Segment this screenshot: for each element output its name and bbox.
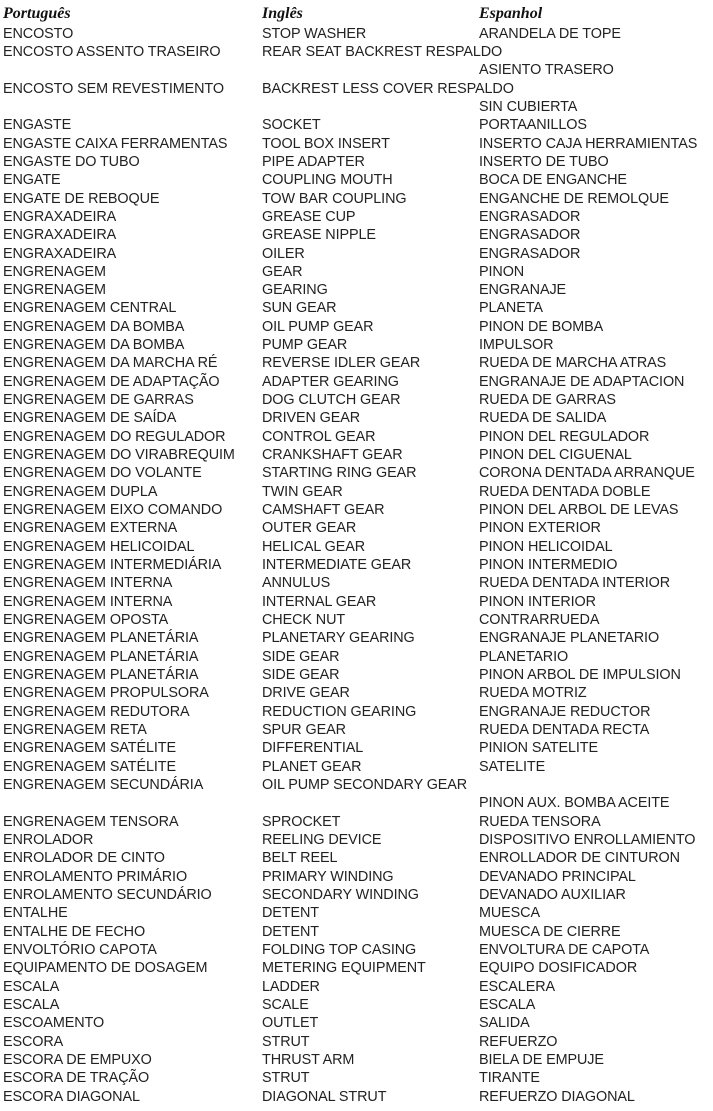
term-english: DETENT (262, 923, 319, 940)
term-portuguese: ENGRENAGEM DA BOMBA (3, 318, 185, 335)
term-english: OIL PUMP GEAR (262, 318, 374, 335)
term-spanish: ENROLLADOR DE CINTURON (479, 850, 680, 867)
term-portuguese: ENGRENAGEM CENTRAL (3, 300, 177, 317)
term-spanish: ENGRANAJE REDUCTOR (479, 703, 651, 720)
term-portuguese: ENGRENAGEM INTERNA (3, 575, 173, 592)
term-spanish: RUEDA TENSORA (479, 813, 601, 830)
term-english: SUN GEAR (262, 300, 337, 317)
term-english: PLANET GEAR (262, 758, 362, 775)
term-english: FOLDING TOP CASING (262, 942, 417, 958)
term-portuguese: ESCORA DE TRAÇÃO (3, 1070, 150, 1087)
term-spanish: RUEDA DE GARRAS (479, 392, 616, 409)
term-spanish: ENGRASADOR (479, 227, 581, 244)
term-spanish: RUEDA DENTADA RECTA (479, 722, 650, 738)
term-portuguese: ENGRENAGEM HELICOIDAL (3, 538, 195, 555)
term-english: CONTROL GEAR (262, 428, 376, 445)
term-english: DRIVE GEAR (262, 685, 350, 702)
term-english: PLANETARY GEARING (262, 630, 415, 647)
term-spanish: PINON EXTERIOR (479, 520, 601, 537)
term-english: CRANKSHAFT GEAR (262, 447, 403, 464)
term-spanish: ESCALERA (479, 978, 555, 995)
term-english: ADAPTER GEARING (262, 373, 399, 390)
term-portuguese: ENGRAXADEIRA (3, 227, 117, 244)
term-portuguese: ENGRENAGEM DO REGULADOR (3, 428, 226, 445)
term-english: OUTER GEAR (262, 520, 357, 537)
term-english: STARTING RING GEAR (262, 465, 417, 482)
term-portuguese: ENGRENAGEM EXTERNA (3, 520, 178, 537)
term-spanish: RUEDA DE SALIDA (479, 410, 607, 427)
term-spanish: PORTAANILLOS (479, 117, 587, 134)
term-english: CHECK NUT (262, 612, 346, 629)
term-english: LADDER (262, 978, 320, 995)
term-spanish: SALIDA (479, 1015, 530, 1032)
term-portuguese: ENGRENAGEM SECUNDÁRIA (3, 777, 204, 793)
term-english: DIAGONAL STRUT (262, 1088, 387, 1105)
term-spanish: RUEDA MOTRIZ (479, 685, 587, 702)
term-spanish: BIELA DE EMPUJE (479, 1052, 604, 1068)
term-english: CAMSHAFT GEAR (262, 502, 385, 519)
term-spanish: PINON (479, 263, 525, 280)
term-english: REELING DEVICE (262, 832, 382, 848)
term-spanish: ENGRANAJE (479, 282, 567, 299)
term-english: DIFFERENTIAL (262, 740, 364, 757)
term-portuguese: ENGRENAGEM RETA (3, 722, 147, 738)
term-spanish: SATELITE (479, 758, 546, 775)
term-spanish: REFUERZO DIAGONAL (479, 1088, 635, 1105)
term-spanish: PINON INTERIOR (479, 593, 596, 610)
term-english: GEARING (262, 282, 328, 299)
term-spanish: PINON ARBOL DE IMPULSION (479, 667, 681, 683)
term-portuguese: ENGRENAGEM INTERNA (3, 593, 173, 610)
term-spanish: ENGRANAJE PLANETARIO (479, 630, 660, 647)
term-spanish: DEVANADO PRINCIPAL (479, 868, 636, 885)
term-portuguese: ENGRENAGEM SATÉLITE (3, 740, 176, 757)
term-portuguese: ENCOSTO (3, 25, 74, 42)
term-english: BELT REEL (262, 850, 338, 867)
term-portuguese: EQUIPAMENTO DE DOSAGEM (3, 960, 208, 977)
term-spanish: IMPULSOR (479, 337, 554, 354)
term-portuguese: ENGRENAGEM DO VOLANTE (3, 465, 202, 482)
header-portuguese: Português (3, 5, 71, 22)
term-english: ANNULUS (262, 575, 331, 592)
term-portuguese: ENGASTE DO TUBO (3, 153, 140, 170)
term-portuguese: ENCOSTO ASSENTO TRASEIRO (3, 43, 221, 60)
term-spanish: DISPOSITIVO ENROLLAMIENTO (479, 832, 696, 848)
term-portuguese: ENGRENAGEM PLANETÁRIA (3, 630, 199, 647)
term-english: STRUT (262, 1033, 310, 1050)
term-portuguese: ENGRENAGEM PLANETÁRIA (3, 648, 199, 665)
term-portuguese: ESCALA (3, 978, 60, 995)
term-english: STOP WASHER (262, 25, 367, 42)
term-portuguese: ENGRENAGEM EIXO COMANDO (3, 502, 223, 519)
header-english: Inglês (262, 5, 303, 22)
term-portuguese: ENGRENAGEM OPOSTA (3, 612, 169, 629)
term-spanish: PINON DEL ARBOL DE LEVAS (479, 502, 679, 519)
term-portuguese: ENGRENAGEM (3, 263, 106, 280)
header-spanish: Espanhol (479, 5, 543, 22)
term-spanish: PINON DE BOMBA (479, 318, 604, 335)
term-portuguese: ENGRENAGEM DE GARRAS (3, 392, 194, 409)
term-spanish: ARANDELA DE TOPE (479, 25, 621, 42)
term-english: SIDE GEAR (262, 648, 340, 665)
term-portuguese: ENGRENAGEM INTERMEDIÁRIA (3, 557, 222, 574)
term-spanish: ENGANCHE DE REMOLQUE (479, 190, 669, 207)
term-portuguese: ENGRENAGEM SATÉLITE (3, 758, 176, 775)
term-portuguese: ENGRENAGEM DUPLA (3, 483, 158, 500)
term-spanish: EQUIPO DOSIFICADOR (479, 960, 638, 977)
term-portuguese: ENTALHE (3, 905, 68, 922)
term-english: METERING EQUIPMENT (262, 960, 426, 977)
term-spanish: ESCALA (479, 997, 536, 1013)
term-portuguese: ENGRENAGEM PLANETÁRIA (3, 667, 199, 683)
term-spanish: ENGRANAJE DE ADAPTACION (479, 373, 685, 390)
term-english: GREASE CUP (262, 208, 356, 225)
term-english: DETENT (262, 905, 319, 922)
term-portuguese: ENROLADOR DE CINTO (3, 850, 165, 867)
term-english: GEAR (262, 263, 303, 280)
term-portuguese: ENGATE (3, 172, 61, 189)
term-english: DOG CLUTCH GEAR (262, 392, 401, 409)
term-english: BACKREST LESS COVER RESPALDO (262, 80, 514, 97)
term-spanish: PINON DEL REGULADOR (479, 428, 650, 445)
term-english: HELICAL GEAR (262, 538, 366, 555)
term-spanish: MUESCA (479, 905, 540, 922)
term-portuguese: ENGRENAGEM (3, 282, 106, 299)
term-english: SOCKET (262, 117, 321, 134)
term-portuguese: ENGRENAGEM TENSORA (3, 813, 179, 830)
term-english: INTERNAL GEAR (262, 593, 377, 610)
term-portuguese: ENROLADOR (3, 832, 94, 848)
term-spanish: PINON HELICOIDAL (479, 538, 613, 555)
term-portuguese: ENGRENAGEM DE SAÍDA (3, 410, 177, 427)
term-english: PRIMARY WINDING (262, 868, 394, 885)
term-english: SCALE (262, 997, 309, 1013)
term-english: TOW BAR COUPLING (262, 190, 407, 207)
term-english: GREASE NIPPLE (262, 227, 376, 244)
term-portuguese: ENGATE DE REBOQUE (3, 190, 160, 207)
term-english: THRUST ARM (262, 1052, 355, 1068)
term-english: COUPLING MOUTH (262, 172, 393, 189)
term-portuguese: ENROLAMENTO PRIMÁRIO (3, 868, 188, 885)
term-spanish: PINON DEL CIGUENAL (479, 447, 632, 464)
term-english: DRIVEN GEAR (262, 410, 361, 427)
term-portuguese: ENGASTE (3, 117, 72, 134)
term-portuguese: ENGASTE CAIXA FERRAMENTAS (3, 135, 228, 152)
term-portuguese: ENGRENAGEM REDUTORA (3, 703, 190, 720)
term-english: SECONDARY WINDING (262, 887, 419, 903)
term-english: SPUR GEAR (262, 722, 346, 738)
term-portuguese: ENGRENAGEM PROPULSORA (3, 685, 209, 702)
term-spanish: PINION SATELITE (479, 740, 598, 757)
term-portuguese: ENGRENAGEM DA BOMBA (3, 337, 185, 354)
term-spanish: CORONA DENTADA ARRANQUE (479, 465, 695, 482)
term-portuguese: ENTALHE DE FECHO (3, 923, 146, 940)
term-spanish: ASIENTO TRASERO (479, 62, 614, 79)
term-portuguese: ESCORA (3, 1033, 64, 1050)
term-english: OIL PUMP SECONDARY GEAR (262, 777, 468, 793)
term-spanish: INSERTO DE TUBO (479, 153, 609, 170)
term-spanish: PINON AUX. BOMBA ACEITE (479, 795, 670, 812)
term-english: SIDE GEAR (262, 667, 340, 683)
term-spanish: PLANETA (479, 300, 543, 317)
term-english: TWIN GEAR (262, 483, 343, 500)
term-spanish: PINON INTERMEDIO (479, 557, 618, 574)
term-spanish: ENGRASADOR (479, 208, 581, 225)
term-portuguese: ENGRENAGEM DE ADAPTAÇÃO (3, 373, 220, 390)
term-portuguese: ENVOLTÓRIO CAPOTA (3, 942, 157, 958)
term-spanish: REFUERZO (479, 1033, 558, 1050)
term-english: TOOL BOX INSERT (262, 135, 390, 152)
term-portuguese: ENGRAXADEIRA (3, 208, 117, 225)
term-spanish: BOCA DE ENGANCHE (479, 172, 627, 189)
term-english: REAR SEAT BACKREST RESPALDO (262, 43, 503, 60)
term-english: REVERSE IDLER GEAR (262, 355, 421, 372)
term-english: PIPE ADAPTER (262, 153, 365, 170)
term-portuguese: ENCOSTO SEM REVESTIMENTO (3, 80, 224, 97)
term-english: PUMP GEAR (262, 337, 348, 354)
term-portuguese: ENROLAMENTO SECUNDÁRIO (3, 887, 212, 903)
term-english: INTERMEDIATE GEAR (262, 557, 412, 574)
term-spanish: RUEDA DENTADA DOBLE (479, 483, 651, 500)
term-spanish: SIN CUBIERTA (479, 98, 578, 115)
term-spanish: ENGRASADOR (479, 245, 581, 262)
term-spanish: RUEDA DE MARCHA ATRAS (479, 355, 667, 372)
term-spanish: DEVANADO AUXILIAR (479, 887, 626, 903)
term-english: STRUT (262, 1070, 310, 1087)
term-portuguese: ESCORA DE EMPUXO (3, 1052, 152, 1068)
term-english: SPROCKET (262, 813, 341, 830)
term-portuguese: ENGRENAGEM DA MARCHA RÉ (3, 355, 218, 372)
term-english: REDUCTION GEARING (262, 703, 417, 720)
term-portuguese: ENGRAXADEIRA (3, 245, 117, 262)
term-portuguese: ESCOAMENTO (3, 1015, 105, 1032)
term-english: OUTLET (262, 1015, 319, 1032)
term-spanish: CONTRARRUEDA (479, 612, 600, 629)
term-spanish: ENVOLTURA DE CAPOTA (479, 942, 650, 958)
term-spanish: MUESCA DE CIERRE (479, 923, 621, 940)
term-spanish: PLANETARIO (479, 648, 569, 665)
term-portuguese: ENGRENAGEM DO VIRABREQUIM (3, 447, 235, 464)
term-spanish: INSERTO CAJA HERRAMIENTAS (479, 135, 698, 152)
term-english: OILER (262, 245, 305, 262)
term-spanish: RUEDA DENTADA INTERIOR (479, 575, 671, 592)
term-portuguese: ESCORA DIAGONAL (3, 1088, 140, 1105)
term-spanish: TIRANTE (479, 1070, 540, 1087)
term-portuguese: ESCALA (3, 997, 60, 1013)
